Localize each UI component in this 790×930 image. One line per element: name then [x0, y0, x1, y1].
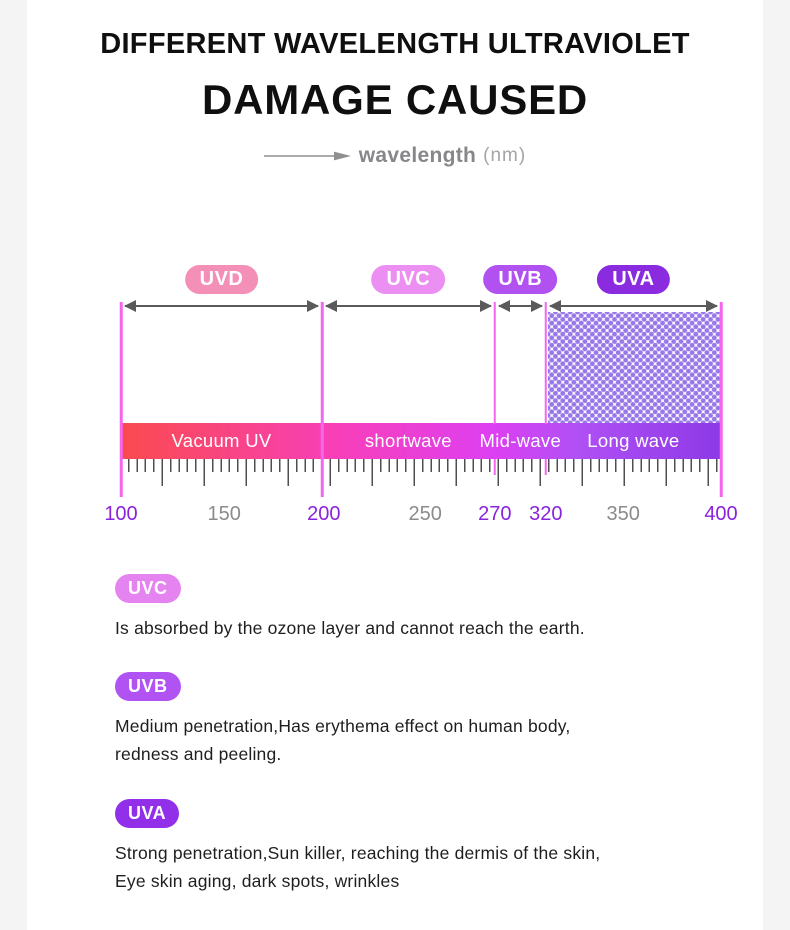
wavelength-unit: (nm): [483, 145, 527, 166]
scale-label-200: 200: [307, 503, 341, 525]
legend-pill-uvc: UVC: [115, 574, 181, 603]
boundary-line-100: [120, 302, 123, 497]
boundary-line-270: [494, 302, 497, 424]
scale-label-270: 270: [478, 503, 512, 525]
legend-desc-line: redness and peeling.: [115, 744, 282, 764]
scale-label-250: 250: [408, 503, 442, 525]
scale-label-320: 320: [529, 503, 563, 525]
legend-desc-line: Is absorbed by the ozone layer and cannot reach the earth.: [115, 618, 585, 638]
spectrum-bar: [121, 423, 721, 459]
scale-label-400: 400: [704, 503, 738, 525]
range-arrow-uvc: [326, 305, 491, 307]
right-arrow-icon: [264, 149, 352, 163]
bar-label-shortwave: shortwave: [364, 430, 452, 451]
bar-label-vacuum-uv: Vacuum UV: [171, 430, 272, 451]
legend-section-uvc: [115, 574, 708, 642]
legend-pill-uva: UVA: [115, 799, 179, 828]
scale-label-150: 150: [207, 503, 241, 525]
wavelength-axis-caption: [27, 142, 763, 170]
bar-label-mid-wave: Mid-wave: [479, 430, 562, 451]
content-card: [27, 0, 763, 930]
spectrum-diagram: [104, 265, 738, 527]
range-arrow-uvb: [499, 305, 542, 307]
boundary-line-400: [720, 302, 723, 497]
legend-desc-line: Eye skin aging, dark spots, wrinkles: [115, 871, 400, 891]
band-pill-uvb: UVB: [483, 265, 557, 294]
legend-desc-line: Strong penetration,Sun killer, reaching the dermis of the skin,: [115, 843, 601, 863]
band-pill-uva: UVA: [597, 265, 669, 294]
bar-label-long-wave: Long wave: [587, 430, 680, 451]
legend-desc-line: Medium penetration,Has erythema effect on human body,: [115, 716, 571, 736]
boundary-line-200: [321, 302, 324, 497]
uva-dot-pattern: [548, 312, 720, 423]
range-arrow-uva: [550, 305, 717, 307]
ruler-long-ticks: [121, 459, 721, 486]
boundary-line-320: [545, 302, 548, 424]
legend-section-uvb: [115, 672, 708, 768]
ruler-highlight-tick-270: [494, 459, 497, 475]
ruler-highlight-tick-320: [545, 459, 548, 475]
scale-label-100: 100: [104, 503, 138, 525]
band-pill-uvc: UVC: [372, 265, 446, 294]
band-pill-uvd: UVD: [185, 265, 259, 294]
legend-section-uva: [115, 799, 708, 895]
wavelength-label: wavelength: [358, 144, 477, 167]
legend-pill-uvb: UVB: [115, 672, 181, 701]
range-arrow-uvd: [125, 305, 318, 307]
scale-label-350: 350: [606, 503, 640, 525]
subtitle: DAMAGE CAUSED: [201, 76, 589, 123]
main-title: DIFFERENT WAVELENGTH ULTRAVIOLET: [100, 28, 690, 60]
